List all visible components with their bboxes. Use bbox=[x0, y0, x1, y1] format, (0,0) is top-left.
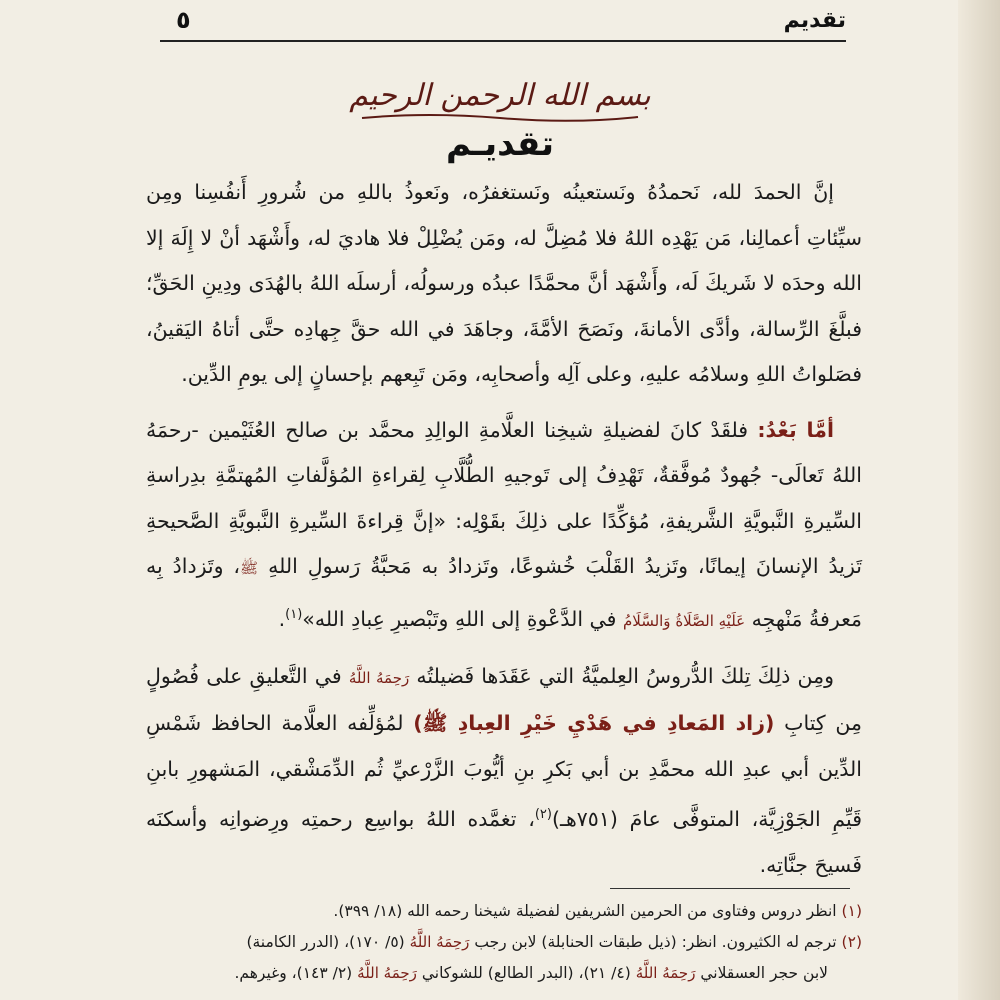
honorific-alayhi-salam: عَلَيْهِ الصَّلَاةُ وَالسَّلَامُ bbox=[622, 611, 746, 630]
footnote-2-continued bbox=[146, 958, 862, 989]
paragraph-text: في التَّعليقِ على فُصُولٍ مِن كِتابِ bbox=[146, 663, 862, 736]
footnote-rule bbox=[610, 888, 850, 889]
book-title: (زاد المَعادِ في هَدْيِ خَيْرِ العِبادِ ﷺ) bbox=[413, 711, 775, 736]
footnote-text: انظر دروس وفتاوى من الحرمين الشريفين لفضيلة شيخنا رحمه الله (١٨/ ٣٩٩). bbox=[333, 902, 837, 920]
footnote-text: (٤/ ٢١)، (البدر الطالع) للشوكاني bbox=[421, 964, 631, 982]
paragraph-opening: إنَّ الحمدَ لله، نَحمدُهُ ونَستعينُه ونَستغفرُه، ونَعوذُ باللهِ من شُرورِ أَنفُسِنا ومِن سيِّئاتِ أعمالِنا، مَن يَهْدِه اللهُ فلا مُضِلَّ له، ومَن يُضْلِلْ فلا هاديَ له، وأَشْهَد أنْ لا إِلَهَ إلا الله وحدَه لا شَريكَ لَه، وأَشْهَد أنَّ محمَّدًا عبدُه ورسولُه، أرسلَه اللهُ بالهُدَى ودِينِ الحَقِّ؛ فبلَّغَ الرِّسالة، وأدَّى الأمانةَ، ونَصَحَ الأمَّةَ، وجاهَدَ في الله حقَّ جِهادِه حتَّى أتاهُ اليَقينُ، فصَلواتُ اللهِ وسلامُه عليهِ، وعلى آلِه وأصحابِه، ومَن تَبِعهم بإحسانٍ إلى يومِ الدِّين. bbox=[146, 180, 862, 386]
paragraph-text: فلقَدْ كانَ لفضيلةِ شيخِنا العلَّامةِ الوالِدِ محمَّد بن صالح العُثَيْمين -رحمَهُ اللهُ تَعالَى- جُهودٌ مُوفَّقةٌ، تَهْدِفُ إلى تَوجيهِ الطُّلَّابِ لِقراءةِ المُؤلَّفاتِ المُهتمَّةِ بدِراسةِ السِّيرةِ النَّبويَّةِ الشَّريفةِ، مُؤكِّدًا على ذلِكَ بقَوْلِه: «إنَّ قِراءةَ السِّيرةِ النَّبويَّةِ الصَّحيحةِ تَزيدُ الإنسانَ إيمانًا، وتَزيدُ القَلْبَ خُشوعًا، وتَزدادُ به مَحبَّةُ رَسولِ اللهِ bbox=[146, 417, 862, 578]
footnote-text: (٥/ ١٧٠)، (الدرر الكامنة) bbox=[246, 933, 405, 951]
footnote-text: لابن حجر العسقلاني bbox=[700, 964, 828, 982]
paragraph-text: ، وتَزدادُ بِه مَعرفةُ مَنْهجِه bbox=[146, 554, 862, 631]
footnote-ref-2[interactable]: (٢) bbox=[534, 807, 552, 823]
footnote-ref-1[interactable]: (١) bbox=[285, 606, 303, 622]
page-edge bbox=[958, 0, 1000, 1000]
honorific-salawat: ﷺ bbox=[240, 559, 259, 577]
header-rule bbox=[160, 40, 846, 42]
page-number: ٥ bbox=[176, 6, 191, 34]
footnote-text: ترجم له الكثيرون. انظر: (ذيل طبقات الحنابلة) لابن رجب bbox=[474, 933, 837, 951]
footnotes bbox=[146, 896, 862, 996]
paragraph-text: ومِن ذلِكَ تِلكَ الدُّروسُ العِلميَّةُ التي عَقَدَها فَضيلتُه bbox=[416, 663, 834, 688]
footnote-2 bbox=[146, 927, 862, 958]
honorific-rahimahullah: رَحِمَهُ اللَّهُ bbox=[635, 964, 696, 982]
honorific-rahimahullah: رَحِمَهُ اللَّهُ bbox=[409, 933, 470, 951]
paragraph-text: ، تغمَّده اللهُ بواسِع رحمتِه ورِضوانِه وأسكنَه فَسيحَ جنَّاتِه. bbox=[146, 807, 862, 877]
paragraph-text: لمُؤلِّفه العلَّامة الحافظ شَمْسِ الدِّين أبي عبدِ الله محمَّدِ بن أبي بَكرِ بنِ أيُّوبَ الزَّرْعيِّ ثُم الدِّمَشْقي، المَشهورِ بابنِ قَيِّمِ الجَوْزِيَّة، المتوفَّى عامَ (٧٥١هـ) bbox=[146, 711, 863, 832]
running-header bbox=[160, 2, 846, 42]
body-text bbox=[146, 170, 863, 877]
footnote-number: (٢) bbox=[841, 933, 862, 951]
honorific-rahimahullah: رَحِمَهُ اللَّهُ bbox=[348, 668, 410, 687]
footnote-text: (٢/ ١٤٣)، وغيرهم. bbox=[234, 964, 353, 982]
footnote-number: (١) bbox=[841, 902, 862, 920]
running-title: تقديم bbox=[783, 8, 846, 33]
honorific-rahimahullah: رَحِمَهُ اللَّهُ bbox=[357, 964, 417, 982]
chapter-title: تقديـم bbox=[446, 124, 554, 164]
footnote-1 bbox=[146, 896, 862, 927]
basmala: بسم الله الرحمن الرحيم bbox=[349, 78, 651, 113]
paragraph-zad-almaad bbox=[146, 654, 862, 888]
lead-phrase: أمَّا بَعْدُ: bbox=[757, 417, 834, 442]
paragraph-text: في الدَّعْوةِ إلى اللهِ وتَبْصيرِ عِبادِ الله» bbox=[302, 606, 617, 631]
paragraph-amma-bad: أمَّا بَعْدُ: فلقَدْ كانَ لفضيلةِ شيخِنا العلَّامةِ الوالِدِ محمَّد بن صالح العُثَيْمين -رحمَهُ اللهُ تَعالَى- جُهودٌ مُوفَّقةٌ، تَهْدِفُ إلى تَوجيهِ الطُّلَّابِ لِقراءةِ المُؤلَّفاتِ المُهتمَّةِ بدِراسةِ السِّيرةِ النَّبويَّةِ الشَّريفةِ، مُؤكِّدًا على ذلِكَ بقَوْلِه: «إنَّ قِراءةَ السِّيرةِ النَّبويَّةِ الصَّحيحةِ تَزيدُ الإنسانَ إيمانًا، وتَزيدُ القَلْبَ خُشوعًا، وتَزدادُ به مَحبَّةُ رَسولِ اللهِ ﷺ، وتَزدادُ بِه مَعرفةُ مَنْهجِه عَلَيْهِ الصَّلَاةُ وَالسَّلَامُ في الدَّعْوةِ إلى اللهِ وتَبْصيرِ عِبادِ الله»$^{(١)}$. bbox=[146, 417, 862, 631]
